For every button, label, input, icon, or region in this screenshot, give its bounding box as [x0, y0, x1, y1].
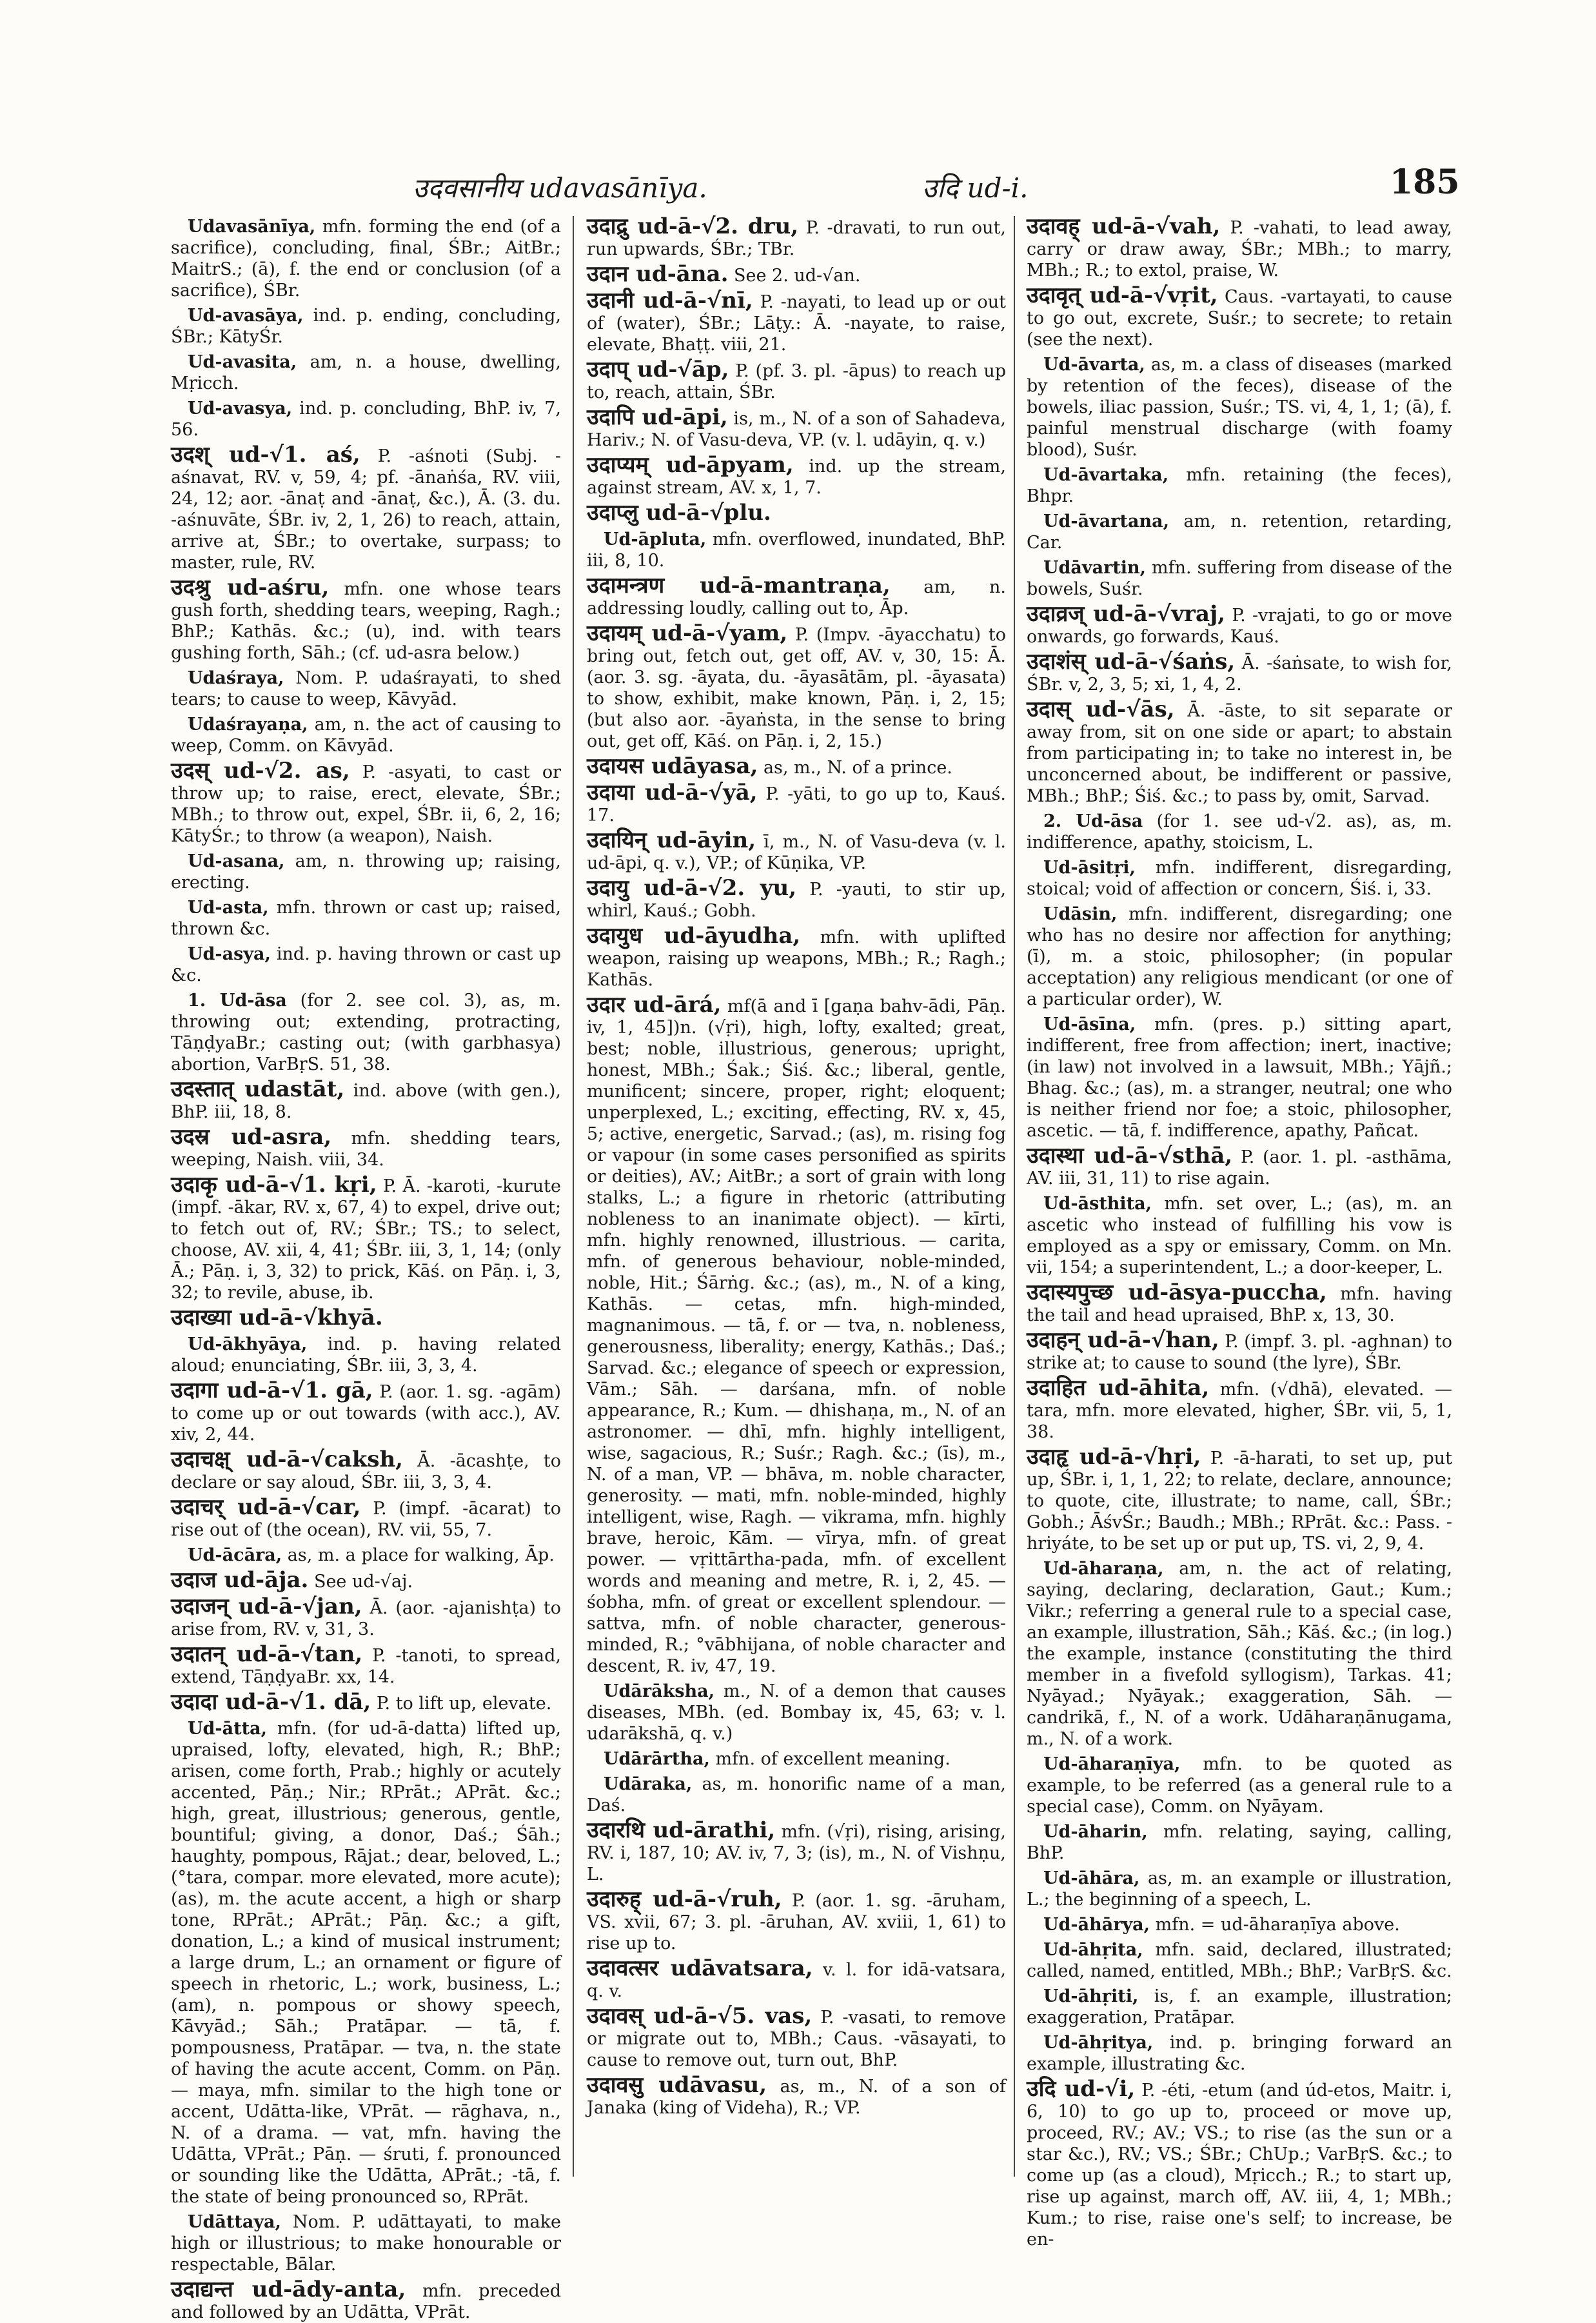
headword: उदार ud-ārá,	[587, 992, 722, 1018]
dictionary-entry	[171, 1641, 561, 1688]
dictionary-entry	[587, 261, 1006, 287]
definition: is, f. an example, illustration; exaggeration, Pratāpar.	[1027, 1986, 1452, 2028]
dictionary-subentry	[1027, 511, 1452, 553]
definition: P. -yāti, to go up to, Kauś. 17.	[587, 784, 1006, 825]
headword: Udaśrayaṇa,	[188, 715, 308, 735]
headword: Ud-avasāya,	[188, 306, 304, 326]
headword: Udaśraya,	[188, 668, 284, 688]
definition: P. -ā-harati, to set up, put up, ŚBr. i, 1, 1, 22; to relate, declare, announce; to quote, cite, illustrate; to name, call, ŚBr.; Gobh.; ĀśvŚr.; Baudh.; MBh.; RPrāt. &c.: Pass. -hriyáte, to be set up or put up, TS. vi, 2, 9, 4.	[1027, 1448, 1452, 1554]
headword: उदाद्रु ud-ā-√2. dru,	[587, 213, 799, 239]
headword: Ud-āhṛitya,	[1043, 2033, 1154, 2053]
dictionary-entry	[587, 290, 1006, 355]
headword: उदावस् ud-ā-√5. vas,	[587, 2003, 813, 2029]
definition: m., N. of a demon that causes diseases, MBh. (ed. Bombay ix, 45, 63; v. l. udarākshā, q. v.)	[587, 1681, 1006, 1744]
headword: Ud-āharaṇīya,	[1043, 1754, 1181, 1774]
definition: P. -tanoti, to spread, extend, TāṇḍyaBr. xx, 14.	[171, 1646, 561, 1687]
dictionary-subentry	[171, 897, 561, 940]
definition: P. (impf. 3. pl. -aghnan) to strike at; to cause to sound (the lyre), ŚBr.	[1027, 1332, 1452, 1373]
dictionary-entry	[587, 1817, 1007, 1885]
headword: उदाप् ud-√āp,	[587, 357, 729, 382]
dictionary-entry	[587, 2072, 1006, 2119]
headword: Ud-āhārya,	[1043, 1915, 1150, 1935]
headword: उदाज ud-āja.	[171, 1567, 309, 1593]
definition: mfn. indifferent, disregarding; one who has no desire nor affection for anything; (ī), m. a stoic, philosopher; (in popular acceptation) any religious mendicant (or one of a particular order), W.	[1027, 904, 1452, 1009]
dictionary-entry	[1027, 601, 1452, 647]
headword: Udāttaya,	[188, 2212, 281, 2232]
definition: mfn. shedding tears, weeping, Naish. viii, 34.	[171, 1129, 562, 1170]
definition: P. to lift up, elevate.	[371, 1694, 552, 1714]
dictionary-subentry	[171, 305, 561, 348]
headword: उदाचर् ud-ā-√car,	[171, 1494, 361, 1520]
dictionary-entry	[171, 1689, 561, 1715]
headword: उदाहित ud-āhita,	[1027, 1375, 1210, 1401]
definition: mf(ā and ī [gaṇa bahv-ādi, Pāṇ. iv, 1, 45])n. (√ṛi), high, lofty, exalted; great, best; noble, illustrious, generous; upright, honest, MBh.; Śak.; Śiś. &c.; liberal, gentle, munificent; sincere, proper, right; eloquent; unperplexed, L.; exciting, effecting, RV. x, 45, 5; active, energetic, Sarvad.; (as), m. rising fog or vapour (in some cases personified as spirits or deities), AV.; AitBr.; a sort of grain with long stalks, L.; a figure in rhetoric (attributing nobleness to an inanimate object). — kīrti, mfn. highly renowned, illustrious. — carita, mfn. of generous behaviour, noble-minded, noble, Hit.; Śārṅg. &c.; (as), m., N. of a king, Kathās. — cetas, mfn. high-minded, magnanimous. — tā, f. or — tva, n. nobleness, generousness, liberality; energy, Kathās.; Daś.; Sarvad. &c.; elegance of speech or expression, Vām.; Sāh. — darśana, mfn. of noble appearance, R.; Kum. — dhishaṇa, m., N. of an astronomer. — dhī, mfn. highly intelligent, wise, sagacious, R.; Suśr.; Ragh. &c.; (īs), m., N. of a man, VP. — bhāva, m. noble character, generosity. — mati, mfn. noble-minded, highly intelligent, wise, Ragh. — vikrama, mfn. highly brave, heroic, Kām. — vīrya, mfn. of great power. — vṛittārtha-pada, mfn. of excellent words and meaning and metre, R. i, 2, 45. — śobha, mfn. of great or excellent splendour. — sattva, mfn. of noble character, generous-minded, R.; °vābhijana, of noble character and descent, R. iv, 47, 19.	[587, 996, 1006, 1676]
dictionary-subentry	[1027, 857, 1452, 900]
dictionary-subentry	[1027, 1558, 1452, 1750]
definition: ind. above (with gen.), BhP. iii, 18, 8.	[171, 1081, 561, 1122]
headword: उदस् ud-√2. as,	[171, 758, 350, 784]
dictionary-entry	[587, 1955, 1006, 2002]
headword: उदश्रु ud-aśru,	[171, 575, 330, 600]
headword: उदाव्रज् ud-ā-√vraj,	[1027, 601, 1226, 627]
dictionary-entry	[587, 827, 1006, 874]
dictionary-subentry	[1027, 354, 1452, 460]
definition: P. (aor. 1. sg. -agām) to come up or out towards (with acc.), AV. xiv, 2, 44.	[171, 1382, 561, 1445]
definition: mfn. with uplifted weapon, raising up weapons, MBh.; R.; Ragh.; Kathās.	[587, 927, 1006, 990]
headword: Ud-āvartaka,	[1043, 465, 1169, 485]
dictionary-subentry	[587, 1774, 1006, 1816]
headword: उदाहन् ud-ā-√han,	[1027, 1327, 1219, 1353]
definition: mfn. (√dhā), elevated. — tara, mfn. more elevated, higher, ŚBr. vii, 5, 1, 38.	[1027, 1379, 1452, 1442]
headword: उदाचक्ष् ud-ā-√caksh,	[171, 1447, 404, 1472]
definition: (for 1. see ud-√2. as), as, m. indifference, apathy, stoicism, L.	[1027, 811, 1452, 853]
dictionary-entry	[587, 2003, 1007, 2071]
dictionary-entry	[1027, 699, 1452, 807]
headword: उदायिन् ud-āyin,	[587, 827, 756, 853]
dictionary-subentry	[587, 1681, 1006, 1745]
definition: P. -éti, -etum (and úd-etos, Maitr. i, 6, 10) to go up to, proceed or move up, proceed, RV.; AV.; VS.; to rise (as the sun or a star &c.), RV.; VS.; ŚBr.; ChUp.; VarBṛS. &c.; to come up (as a cloud), Mṛicch.; R.; to start up, rise up against, march off, AV. iii, 4, 1; MBh.; Kum.; to rise, raise one's self; to increase, be en-	[1027, 2081, 1452, 2249]
definition: mfn. (for ud-ā-datta) lifted up, upraised, lofty, elevated, high, R.; BhP.; arisen, come forth, Prab.; highly or acutely accented, Pāṇ.; Nir.; RPrāt.; APrāt. &c.; high, great, illustrious; generous, gentle, bountiful; giving, a donor, Daś.; Śāh.; haughty, pompous, Rājat.; dear, beloved, L.; (°tara, compar. more elevated, more acute); (as), m. the acute accent, a high or sharp tone, RPrāt.; APrāt.; Pāṇ. &c.; a gift, donation, L.; a kind of musical instrument; a large drum, L.; an ornament or figure of speech in rhetoric, L.; work, business, L.; (am), n. pompous or showy speech, Kāvyād.; Sāh.; Pratāpar. — tā, f. pompousness, Pratāpar. — tva, n. the state of having the acute accent, Comm. on Pāṇ. — maya, mfn. similar to the high tone or accent, Udātta-like, VPrāt. — rāghava, n., N. of a drama. — vat, mfn. having the Udātta, VPrāt.; Pāṇ. — śruti, f. pronounced or sounding like the Udātta, APrāt.; -tā, f. the state of being pronounced so, RPrāt.	[171, 1719, 561, 2207]
dictionary-subentry	[1027, 1754, 1452, 1817]
definition: P. -aśnoti (Subj. -aśnavat, RV. v, 59, 4; pf. -ānaṅśa, RV. viii, 24, 12; aor. -ānaṭ and -ānaṭ, &c.), Ā. (3. du. -aśnuvāte, ŚBr. iv, 2, 1, 26) to reach, attain, arrive at, ŚBr.; to overtake, surpass; to master, rule, RV.	[171, 446, 561, 573]
dictionary-entry	[587, 782, 1006, 826]
headword: Udavasānīya,	[188, 217, 316, 237]
definition: mfn. one whose tears gush forth, shedding tears, weeping, Ragh.; BhP.; Kathās. &c.; (u), ind. with tears gushing forth, Sāh.; (cf. ud-asra below.)	[171, 579, 561, 663]
definition: See 2. ud-√an.	[728, 266, 861, 286]
definition: mfn. set over, L.; (as), m. an ascetic who instead of fulfilling his vow is employed as a spy or emissary, Comm. on Mn. vii, 154; a superintendent, L.; a door-keeper, L.	[1027, 1194, 1452, 1278]
definition: Ā. (aor. -ajanishṭa) to arise from, RV. v, 31, 3.	[171, 1598, 561, 1639]
dictionary-subentry	[171, 2211, 561, 2275]
dictionary-subentry	[587, 529, 1006, 571]
page-header	[0, 0, 1596, 213]
dictionary-entry	[1027, 213, 1452, 281]
headword: Ud-āhṛita,	[1043, 1940, 1143, 1960]
dictionary-subentry	[171, 851, 561, 893]
headword: Ud-āsīna,	[1043, 1014, 1136, 1034]
headword: Ud-āhṛiti,	[1043, 1986, 1139, 2006]
headword: उदारुह् ud-ā-√ruh,	[587, 1886, 782, 1912]
dictionary-entry	[171, 2279, 561, 2323]
headword: उदाद्यन्त ud-ādy-anta,	[171, 2277, 406, 2302]
headword: उदातन् ud-ā-√tan,	[171, 1641, 363, 1667]
definition: mfn. overflowed, inundated, BhP. iii, 8, 10.	[587, 529, 1006, 571]
definition: Ā. -āste, to sit separate or away from, sit on one side or apart; to abstain from participating in; to take no interest in, be unconcerned about, be indifferent or passive, MBh.; BhP.; Śiś. &c.; to pass by, omit, Sarvad.	[1027, 701, 1452, 806]
dictionary-entry	[171, 760, 561, 847]
definition: as, m., N. of a prince.	[758, 758, 952, 778]
headword: उदाजन् ud-ā-√jan,	[171, 1594, 362, 1619]
dictionary-entry	[1027, 1145, 1452, 1189]
dictionary-entry	[171, 1449, 561, 1493]
dictionary-subentry	[1027, 557, 1452, 600]
headword: उदश् ud-√1. aś,	[171, 442, 360, 468]
definition: ī, m., N. of Vasu-deva (v. l. ud-āpi, q. v.), VP.; of Kūṇika, VP.	[587, 832, 1006, 873]
dictionary-subentry	[1027, 811, 1452, 853]
dictionary-subentry	[171, 714, 561, 756]
dictionary-subentry	[171, 398, 561, 440]
definition: P. (Impv. -āyacchatu) to bring out, fetch out, get off, AV. v, 30, 15: Ā. (aor. 3. sg. -āyata, du. -āyasātām, pl. -āyasata) to show, exhibit, make known, Pāṇ. i, 2, 15; (but also aor. -āyaṅsta, in the sense to bring out, get off, Kāś. on Pāṇ. i, 2, 15.)	[587, 625, 1006, 751]
definition: ind. p. having related aloud; enunciating, ŚBr. iii, 3, 3, 4.	[171, 1334, 561, 1376]
dictionary-entry	[1027, 1444, 1452, 1554]
dictionary-subentry	[171, 351, 561, 394]
definition: P. (pf. 3. pl. -āpus) to reach up to, reach, attain, ŚBr.	[587, 361, 1007, 402]
headword: Ud-āvartana,	[1043, 511, 1170, 531]
dictionary-subentry	[1027, 1868, 1452, 1910]
column-divider	[573, 216, 574, 2177]
dictionary-entry	[587, 994, 1006, 1677]
dictionary-entry	[587, 359, 1006, 403]
definition: P. -vrajati, to go or move onwards, go forwards, Kauś.	[1027, 606, 1452, 647]
definition: Ā. -ācashṭe, to declare or say aloud, ŚBr. iii, 3, 3, 4.	[171, 1451, 561, 1492]
headword: Ud-asta,	[188, 898, 269, 918]
headword: Udārāksha,	[604, 1681, 715, 1701]
headword: Ud-āvarta,	[1043, 355, 1145, 375]
page-number: 185	[1390, 163, 1460, 202]
headword: Ud-asana,	[188, 851, 285, 871]
definition: as, m., N. of a son of Janaka (king of Videha), R.; VP.	[587, 2077, 1006, 2118]
dictionary-entry	[171, 1494, 561, 1541]
dictionary-entry	[171, 1124, 562, 1171]
headword: उदि ud-√i,	[1027, 2076, 1136, 2102]
definition: See ud-√aj.	[308, 1572, 413, 1592]
dictionary-subentry	[587, 1748, 1006, 1770]
dictionary-entry	[1027, 1327, 1452, 1374]
dictionary-entry	[1027, 1375, 1452, 1443]
dictionary-entry	[171, 1567, 561, 1593]
dictionary-subentry	[171, 216, 561, 301]
definition: Nom. P. udāttayati, to make high or illustrious; to make honourable or respectable, Bālar.	[171, 2212, 561, 2275]
headword: उदागा ud-ā-√1. gā,	[171, 1378, 373, 1403]
dictionary-entry	[587, 925, 1006, 991]
dictionary-entry	[587, 502, 1006, 525]
definition: mfn. suffering from disease of the bowels, Suśr.	[1027, 558, 1452, 599]
headword: उदावह् ud-ā-√vah,	[1027, 213, 1221, 239]
definition: am, n. the act of relating, saying, declaring, declaration, Gaut.; Kum.; Vikr.; referring a general rule to a special case, an example, illustration, Sāh.; Kāś. &c.; (in log.) the example, instance (constituting the third member in a fivefold syllogism), Tarkas. 41; Nyāyad.; Nyāyak.; exaggeration, Sāh. — candrikā, f., N. of a work. Udāharaṇānugama, m., N. of a work.	[1027, 1559, 1452, 1749]
dictionary-entry	[587, 404, 1007, 451]
dictionary-column-3	[1027, 213, 1453, 2249]
headword: उदाप्लु ud-ā-√plu.	[587, 500, 771, 526]
definition: is, m., N. of a son of Sahadeva, Hariv.; N. of Vasu-deva, VP. (v. l. udāyin, q. v.)	[587, 409, 1007, 450]
headword: Udārārtha,	[604, 1749, 710, 1769]
headword: उदानी ud-ā-√nī,	[587, 288, 753, 313]
definition: am, n. throwing up; raising, erecting.	[171, 851, 561, 893]
headword: 1. Ud-āsa	[188, 991, 287, 1011]
definition: P. (aor. 1. pl. -asthāma, AV. iii, 31, 11) to rise again.	[1027, 1147, 1452, 1189]
dictionary-subentry	[1027, 464, 1452, 507]
definition: am, n. the act of causing to weep, Comm. on Kāvyād.	[171, 715, 561, 756]
definition: ind. p. ending, concluding, ŚBr.; KātyŚr.	[171, 306, 561, 347]
headword: उदावृत् ud-ā-√vṛit,	[1027, 282, 1218, 308]
definition: am, n. retention, retarding, Car.	[1027, 511, 1452, 553]
headword: उदास्यपुच्छ ud-āsya-puccha,	[1027, 1280, 1327, 1305]
dictionary-subentry	[171, 990, 561, 1075]
dictionary-entry	[171, 1380, 561, 1445]
headword: उदाहृ ud-ā-√hṛi,	[1027, 1444, 1201, 1470]
definition: mfn. forming the end (of a sacrifice), concluding, final, ŚBr.; AitBr.; MaitrS.; (ā), f. the end or conclusion (of a sacrifice), ŚBr.	[171, 217, 561, 301]
headword: Ud-āharin,	[1043, 1822, 1148, 1842]
definition: P. -yauti, to stir up, whirl, Kauś.; Gobh.	[587, 880, 1006, 921]
headword: Ud-avasya,	[188, 399, 293, 419]
dictionary-entry	[587, 753, 1006, 779]
definition: P. -vahati, to lead away, carry or draw away, ŚBr.; MBh.; to marry, MBh.; R.; to extol, praise, W.	[1027, 218, 1452, 281]
headword: उदान ud-āna.	[587, 261, 729, 287]
headword: 2. Ud-āsa	[1043, 811, 1143, 831]
dictionary-entry	[1027, 282, 1452, 350]
definition: mfn. having the tail and head upraised, BhP. x, 13, 30.	[1027, 1284, 1453, 1325]
definition: P. (aor. 1. sg. -āruham, VS. xvii, 67; 3. pl. -āruhan, AV. xviii, 1, 61) to rise up to.	[587, 1891, 1006, 1953]
dictionary-entry	[587, 213, 1006, 260]
dictionary-entry	[587, 575, 1006, 619]
dictionary-entry	[171, 577, 561, 664]
definition: mfn. preceded and followed by an Udātta, VPrāt.	[171, 2281, 561, 2322]
definition: mfn. indifferent, disregarding, stoical; void of affection or concern, Śiś. i, 33.	[1027, 858, 1452, 899]
definition: am, n. addressing loudly, calling out to, Āp.	[587, 577, 1006, 618]
definition: as, m. a class of diseases (marked by retention of the feces), disease of the bowels, iliac passion, Suśr.; TS. vi, 4, 1, 1; (ā), f. painful menstrual discharge (with foamy blood), Suśr.	[1027, 355, 1452, 460]
headword: Udāsin,	[1043, 904, 1118, 924]
dictionary-entry	[171, 444, 561, 573]
headword: उदामन्त्रण ud-ā-mantraṇa,	[587, 573, 891, 598]
headword: उदादा ud-ā-√1. dā,	[171, 1689, 371, 1715]
headword: Ud-āsthita,	[1043, 1194, 1152, 1214]
headword: उदावसु udāvasu,	[587, 2072, 767, 2098]
headword: Ud-ākhyāya,	[188, 1334, 308, 1354]
dictionary-subentry	[171, 667, 561, 710]
definition: mfn. said, declared, illustrated; called, named, entitled, MBh.; BhP.; VarBṛS. &c.	[1027, 1940, 1452, 1981]
headword: उदास् ud-√ās,	[1027, 697, 1175, 722]
dictionary-entry	[171, 1307, 561, 1330]
headword: उदाशंस् ud-ā-√śaṅs,	[1027, 649, 1236, 675]
dictionary-subentry	[171, 944, 561, 986]
headword: उदस्तात् udastāt,	[171, 1076, 345, 1102]
definition: P. -asyati, to cast or throw up; to raise, erect, elevate, ŚBr.; MBh.; to throw out, expel, ŚBr. ii, 6, 2, 16; KātyŚr.; to throw (a weapon), Naish.	[171, 762, 561, 846]
definition: mfn. retaining (the feces), Bhpr.	[1027, 465, 1452, 506]
definition: v. l. for idā-vatsara, q. v.	[587, 1960, 1006, 2001]
dictionary-subentry	[1027, 904, 1452, 1010]
dictionary-entry	[1027, 651, 1452, 695]
headword: Ud-ātta,	[188, 1719, 267, 1739]
definition: P. Ā. -karoti, -kurute (impf. -ākar, RV. x, 67, 4) to expel, drive out; to fetch out of, RV.; ŚBr.; TS.; to select, choose, AV. xii, 4, 41; ŚBr. iii, 3, 1, 14; (only Ā.; Pāṇ. i, 3, 32) to prick, Kāś. on Pāṇ. i, 3, 32; to revile, abuse, ib.	[171, 1176, 561, 1303]
dictionary-subentry	[1027, 1193, 1452, 1278]
dictionary-subentry	[171, 1718, 561, 2208]
definition: Caus. -vartayati, to cause to go out, excrete, Suśr.; to secrete; to retain (see the next).	[1027, 287, 1452, 350]
dictionary-entry	[587, 620, 1006, 752]
headword: उदापि ud-āpi,	[587, 404, 728, 430]
headword: Udāvartin,	[1043, 558, 1147, 578]
headword: उदायु ud-ā-√2. yu,	[587, 875, 797, 901]
headword: Ud-āsitṛi,	[1043, 858, 1136, 878]
definition: as, m. honorific name of a man, Daś.	[587, 1774, 1006, 1815]
definition: mfn. of excellent meaning.	[709, 1749, 951, 1769]
dictionary-column-1	[171, 216, 562, 2322]
definition: as, m. an example or illustration, L.; the beginning of a speech, L.	[1027, 1868, 1452, 1910]
headword: उदायस udāyasa,	[587, 753, 758, 779]
definition: P. (impf. -ācarat) to rise out of (the ocean), RV. vii, 55, 7.	[171, 1499, 561, 1540]
headword: उदाया ud-ā-√yā,	[587, 780, 758, 806]
dictionary-subentry	[1027, 1939, 1452, 1982]
dictionary-subentry	[171, 1545, 561, 1566]
definition: ind. p. bringing forward an example, illustrating &c.	[1027, 2033, 1452, 2074]
definition: as, m. a place for walking, Āp.	[282, 1545, 555, 1565]
headword: उदायुध ud-āyudha,	[587, 923, 801, 949]
dictionary-entry	[587, 452, 1006, 499]
definition: mfn. = ud-āharaṇīya above.	[1150, 1915, 1400, 1935]
headword: Ud-āpluta,	[604, 529, 707, 549]
headword: उदावत्सर udāvatsara,	[587, 1955, 813, 1981]
dictionary-entry	[587, 875, 1006, 922]
definition: ind. p. having thrown or cast up &c.	[171, 944, 561, 985]
headword: Ud-asya,	[188, 944, 271, 964]
dictionary-subentry	[1027, 1914, 1452, 1935]
dictionary-subentry	[1027, 1014, 1452, 1142]
definition: mfn. (√ṛi), rising, arising, RV. i, 187, 10; AV. iv, 7, 3; (is), m., N. of Vishṇu, L.	[587, 1822, 1007, 1884]
definition: P. -dravati, to run out, run upwards, ŚBr.; TBr.	[587, 218, 1006, 259]
definition: ind. p. concluding, BhP. iv, 7, 56.	[171, 399, 561, 440]
headword: Ud-avasita,	[188, 352, 297, 372]
dictionary-entry	[171, 1076, 561, 1123]
dictionary-entry	[587, 1886, 1006, 1954]
headword: उदस्र ud-asra,	[171, 1124, 332, 1150]
dictionary-subentry	[1027, 1821, 1452, 1864]
headword: उदाप्यम् ud-āpyam,	[587, 452, 794, 478]
definition: mfn. thrown or cast up; raised, thrown &c.	[171, 898, 561, 939]
definition: mfn. relating, saying, calling, BhP.	[1027, 1822, 1452, 1863]
running-head-middle: उदि ud-i.	[922, 172, 1029, 204]
headword: उदारथि ud-ārathi,	[587, 1817, 776, 1843]
headword: उदाख्या ud-ā-√khyā.	[171, 1305, 383, 1330]
headword: उदाकृ ud-ā-√1. kṛi,	[171, 1172, 377, 1198]
definition: mfn. to be quoted as example, to be referred (as a general rule to a special case), Comm. on Nyāyam.	[1027, 1754, 1452, 1817]
definition: P. -vasati, to remove or migrate out to, MBh.; Caus. -vāsayati, to cause to remove out, turn out, BhP.	[587, 2008, 1007, 2070]
dictionary-entry	[1027, 1282, 1452, 1326]
column-divider	[1014, 216, 1015, 2177]
definition: Nom. P. udaśrayati, to shed tears; to cause to weep, Kāvyād.	[171, 668, 561, 709]
definition: P. -nayati, to lead up or out of (water), ŚBr.; Lāṭy.: Ā. -nayate, to raise, elevate, Bhaṭṭ. viii, 21.	[587, 292, 1006, 355]
dictionary-subentry	[1027, 2032, 1452, 2075]
headword: Ud-āharaṇa,	[1043, 1559, 1164, 1579]
headword: Ud-ācāra,	[188, 1545, 282, 1565]
dictionary-entry	[171, 1174, 561, 1303]
definition: am, n. a house, dwelling, Mṛicch.	[171, 352, 561, 393]
dictionary-subentry	[1027, 1986, 1452, 2028]
dictionary-entry	[1027, 2076, 1452, 2250]
running-head-left: उदवसानीय udavasānīya.	[413, 172, 707, 204]
headword: Ud-āhāra,	[1043, 1868, 1140, 1888]
definition: Ā. -śaṅsate, to wish for, ŚBr. v, 2, 3, 5; xi, 1, 4, 2.	[1027, 653, 1452, 695]
headword: उदायम् ud-ā-√yam,	[587, 620, 788, 646]
dictionary-subentry	[171, 1334, 561, 1376]
definition: (for 2. see col. 3), as, m. throwing out; extending, protracting, TāṇḍyaBr.; casting out; (with garbhasya) abortion, VarBṛS. 51, 38.	[171, 991, 561, 1074]
dictionary-entry	[171, 1596, 561, 1640]
definition: mfn. (pres. p.) sitting apart, indifferent, free from affection; inert, inactive; (in law) not involved in a lawsuit, MBh.; Yājñ.; Bhag. &c.; (as), m. a stranger, neutral; one who is neither friend nor foe; a stoic, philosopher, ascetic. — tā, f. indifference, apathy, Pañcat.	[1027, 1014, 1452, 1141]
headword: उदास्था ud-ā-√sthā,	[1027, 1143, 1233, 1169]
dictionary-column-2	[587, 213, 1007, 2179]
headword: Udāraka,	[604, 1774, 693, 1794]
definition: ind. up the stream, against stream, AV. x, 1, 7.	[587, 457, 1006, 498]
